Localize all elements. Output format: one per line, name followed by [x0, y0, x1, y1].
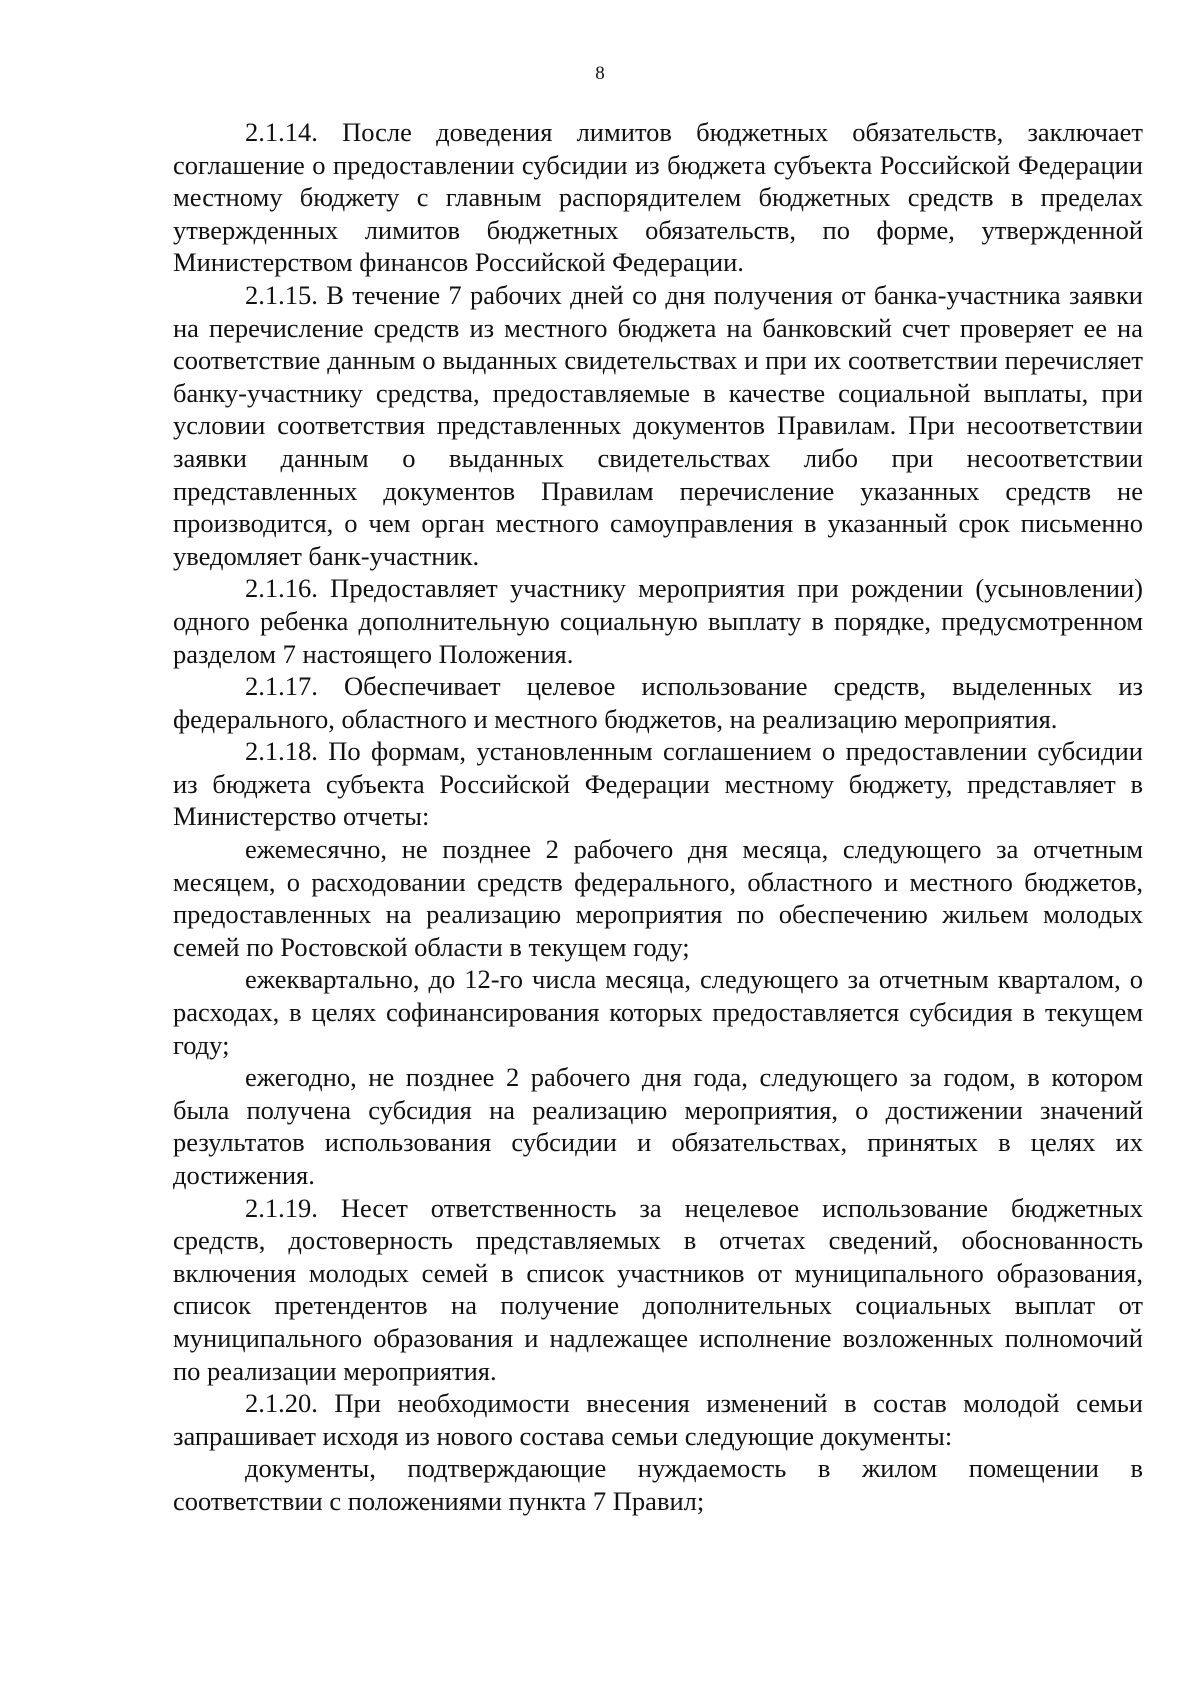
paragraph-2-1-20: 2.1.20. При необходимости внесения изменений в состав молодой семьи запрашивает исходя из нового состава семьи следующие документы: — [173, 1388, 1143, 1451]
paragraph-2-1-19: 2.1.19. Несет ответственность за нецелевое использование бюджетных средств, достоверность представляемых в отчетах сведений, обоснованность включения молодых семей в список участников от муниципального образования, список претендентов на получение дополнительных социальных выплат от муниципального образования и надлежащее исполнение возложенных полномочий по реализации мероприятия. — [173, 1192, 1143, 1386]
paragraph-2-1-14: 2.1.14. После доведения лимитов бюджетных обязательств, заключает соглашение о предоставлении субсидии из бюджета субъекта Российской Федерации местному бюджету с главным распорядителем бюджетных средств в пределах утвержденных лимитов бюджетных обязательств, по форме, утвержденной Министерством финансов Российской Федерации. — [173, 117, 1143, 278]
paragraph-housing-documents: документы, подтверждающие нуждаемость в жилом помещении в соответствии с положениями пункта 7 Правил; — [173, 1453, 1143, 1516]
document-body — [173, 116, 1143, 1518]
paragraph-quarterly-report: ежеквартально, до 12-го числа месяца, следующего за отчетным кварталом, о расходах, в целях софинансирования которых предоставляется субсидия в текущем году; — [173, 964, 1143, 1060]
paragraph-2-1-15: 2.1.15. В течение 7 рабочих дней со дня получения от банка-участника заявки на перечисление средств из местного бюджета на банковский счет проверяет ее на соответствие данным о выданных свидетельствах и при их соответствии перечисляет банку-участнику средства, предоставляемые в качестве социальной выплаты, при условии соответствия представленных документов Правилам. При несоответствии заявки данным о выданных свидетельствах либо при несоответствии представленных документов Правилам перечисление указанных средств не производится, о чем орган местного самоуправления в указанный срок письменно уведомляет банк-участник. — [173, 279, 1143, 571]
paragraph-annual-report: ежегодно, не позднее 2 рабочего дня года, следующего за годом, в котором была получена субсидия на реализацию мероприятия, о достижении значений результатов использования субсидии и обязательствах, принятых в целях их достижения. — [173, 1062, 1143, 1190]
paragraph-monthly-report: ежемесячно, не позднее 2 рабочего дня месяца, следующего за отчетным месяцем, о расходовании средств федерального, областного и местного бюджетов, предоставленных на реализацию мероприятия по обеспечению жильем молодых семей по Ростовской области в текущем году; — [173, 834, 1143, 962]
paragraph-2-1-18: 2.1.18. По формам, установленным соглашением о предоставлении субсидии из бюджета субъекта Российской Федерации местному бюджету, представляет в Министерство отчеты: — [173, 736, 1143, 832]
paragraph-2-1-16: 2.1.16. Предоставляет участнику мероприятия при рождении (усыновлении) одного ребенка дополнительную социальную выплату в порядке, предусмотренном разделом 7 настоящего Положения. — [173, 573, 1143, 669]
page-number: 8 — [595, 63, 605, 84]
paragraph-2-1-17: 2.1.17. Обеспечивает целевое использование средств, выделенных из федерального, областного и местного бюджетов, на реализацию мероприятия. — [173, 671, 1143, 734]
